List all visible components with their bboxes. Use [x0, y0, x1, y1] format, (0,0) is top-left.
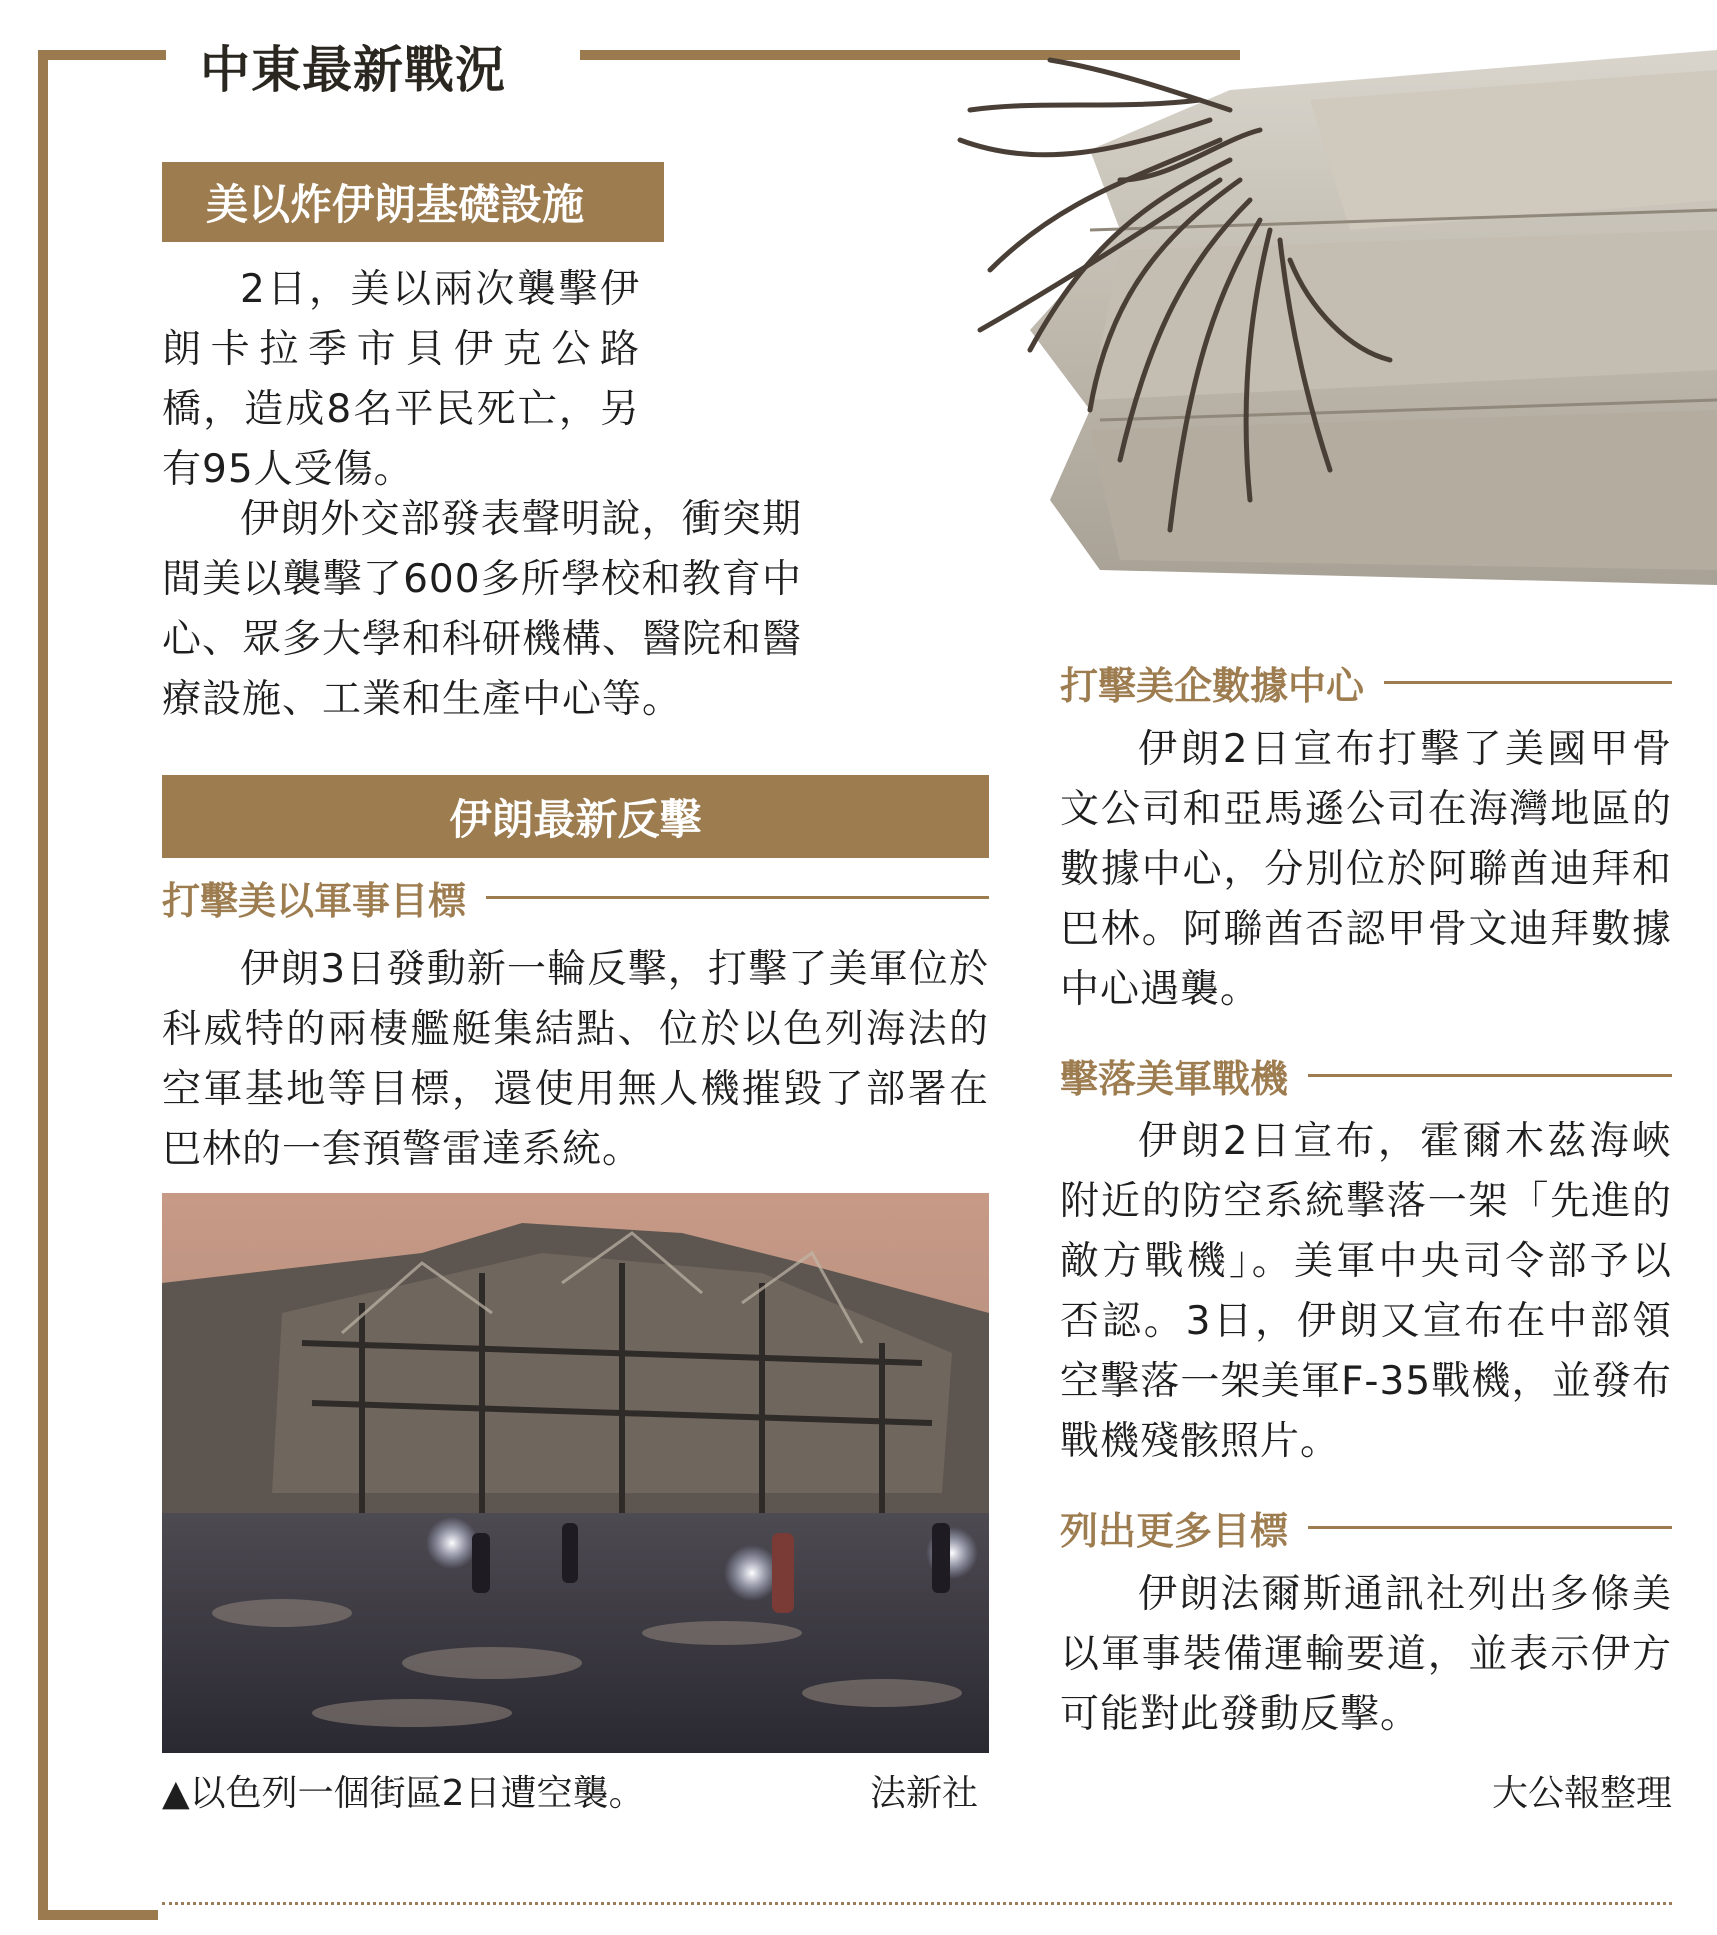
paragraph-foreign-ministry: 伊朗外交部發表聲明說，衝突期間美以襲擊了600多所學校和教育中心、眾多大學和科研機構、醫院和醫療設施、工業和生產中心等。 [162, 497, 803, 722]
frame-top-rule [38, 50, 166, 60]
subhead-rule [1308, 1074, 1672, 1077]
subhead-label: 擊落美軍戰機 [1060, 1057, 1289, 1101]
paragraph-counterattack: 伊朗3日發動新一輪反擊，打擊了美軍位於科威特的兩棲艦艇集結點、位於以色列海法的空軍基地等目標，還使用無人機摧毀了部署在巴林的一套預警雷達系統。 [162, 947, 989, 1172]
rubble-photo [790, 30, 1717, 590]
photo-caption: ▲以色列一個街區2日遭空襲。 [162, 1773, 645, 1814]
subhead-rule [1308, 1526, 1672, 1529]
frame-left-rule [38, 50, 48, 1920]
section-banner-counterattack: 伊朗最新反擊 [162, 775, 989, 858]
subhead-label: 列出更多目標 [1060, 1509, 1289, 1553]
subhead-label: 打擊美以軍事目標 [162, 879, 467, 923]
frame-dotted-rule [162, 1902, 1672, 1905]
subhead-rule [486, 896, 989, 899]
frame-bottom-rule [38, 1910, 158, 1920]
paragraph-jet-downed: 伊朗2日宣布，霍爾木茲海峽附近的防空系統擊落一架「先進的敵方戰機」。美軍中央司令部予以否認。3日，伊朗又宣布在中部領空擊落一架美軍F-35戰機，並發布戰機殘骸照片。 [1060, 1119, 1672, 1464]
strike-aftermath-photo [162, 1193, 989, 1753]
subhead-data-centers [1060, 655, 1672, 710]
page-title: 中東最新戰況 [200, 41, 506, 99]
subhead-label: 打擊美企數據中心 [1060, 664, 1365, 708]
subhead-more-targets [1060, 1500, 1672, 1555]
subhead-jet-downed [1060, 1048, 1672, 1103]
subhead-rule [1384, 681, 1672, 684]
paragraph-more-targets: 伊朗法爾斯通訊社列出多條美以軍事裝備運輸要道，並表示伊方可能對此發動反擊。 [1060, 1572, 1672, 1737]
photo-credit: 法新社 [870, 1773, 979, 1814]
paragraph-data-centers: 伊朗2日宣布打擊了美國甲骨文公司和亞馬遜公司在海灣地區的數據中心，分別位於阿聯酋迪拜和巴林。阿聯酋否認甲骨文迪拜數據中心遇襲。 [1060, 727, 1672, 1012]
subhead-military-targets [162, 870, 989, 925]
compiled-by-credit: 大公報整理 [1491, 1773, 1672, 1814]
section-banner-infrastructure: 美以炸伊朗基礎設施 [162, 162, 664, 242]
paragraph-bridge-strike: 2日，美以兩次襲擊伊朗卡拉季市貝伊克公路橋，造成8名平民死亡，另有95人受傷。 [162, 267, 640, 492]
